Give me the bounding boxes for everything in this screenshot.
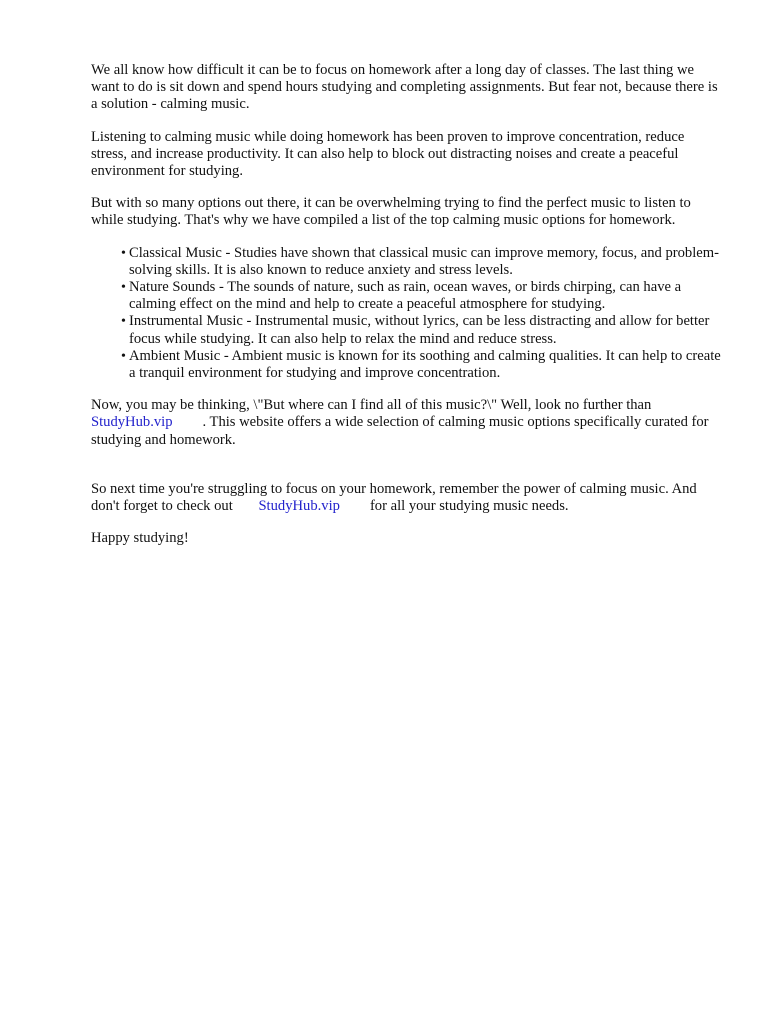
- list-item: [121, 279, 721, 313]
- where-to-find-text-after: . This website offers a wide selection of calming music options specifically curated for studying and homework.: [91, 414, 709, 448]
- document-page: [91, 62, 721, 562]
- blank-line: [91, 464, 721, 481]
- sign-off: Happy studying!: [91, 530, 189, 547]
- studyhub-link[interactable]: StudyHub.vip: [91, 414, 173, 431]
- closing-paragraph: [91, 481, 721, 515]
- where-to-find-text: Now, you may be thinking, \"But where can I find all of this music?\" Well, look no further than: [91, 397, 652, 414]
- music-options-list: [91, 245, 721, 383]
- benefits-paragraph: Listening to calming music while doing homework has been proven to improve concentration, reduce stress, and increase productivity. It can also help to block out distracting noises and create a peaceful environment for studying.: [91, 128, 685, 180]
- closing-text: So next time you're struggling to focus on your homework, remember the power of calming music. And don't forget to check out: [91, 480, 697, 515]
- closing-text-after: for all your studying music needs.: [369, 498, 569, 515]
- bullet-icon: •: [121, 348, 126, 364]
- options-paragraph: But with so many options out there, it can be overwhelming trying to find the perfect music to listen to while studying. That's why we have compiled a list of the top calming music options for homework.: [91, 195, 691, 229]
- bullet-icon: •: [121, 280, 126, 296]
- bullet-icon: •: [121, 245, 126, 261]
- list-item-text: Instrumental Music - Instrumental music, without lyrics, can be less distracting and allow for better focus while studying. It can also help to relax the mind and reduce stress.: [129, 313, 710, 347]
- bullet-icon: •: [121, 314, 126, 330]
- list-item-text: Classical Music - Studies have shown that classical music can improve memory, focus, and problem-solving skills. It is also known to reduce anxiety and stress levels.: [129, 244, 719, 278]
- list-item-text: Ambient Music - Ambient music is known for its soothing and calming qualities. It can help to create a tranquil environment for studying and improve concentration.: [129, 347, 721, 382]
- where-to-find-paragraph: [91, 397, 721, 449]
- list-item: [121, 348, 721, 382]
- list-item-text: Nature Sounds - The sounds of nature, such as rain, ocean waves, or birds chirping, can have a calming effect on the mind and help to create a peaceful atmosphere for studying.: [129, 279, 682, 313]
- studyhub-link-2[interactable]: StudyHub.vip: [258, 498, 340, 515]
- intro-paragraph: We all know how difficult it can be to focus on homework after a long day of classes. The last thing we want to do is sit down and spend hours studying and completing assignments. But fear not, because there is a solution - calming music.: [91, 62, 718, 113]
- list-item: [121, 313, 721, 347]
- list-item: [121, 245, 721, 279]
